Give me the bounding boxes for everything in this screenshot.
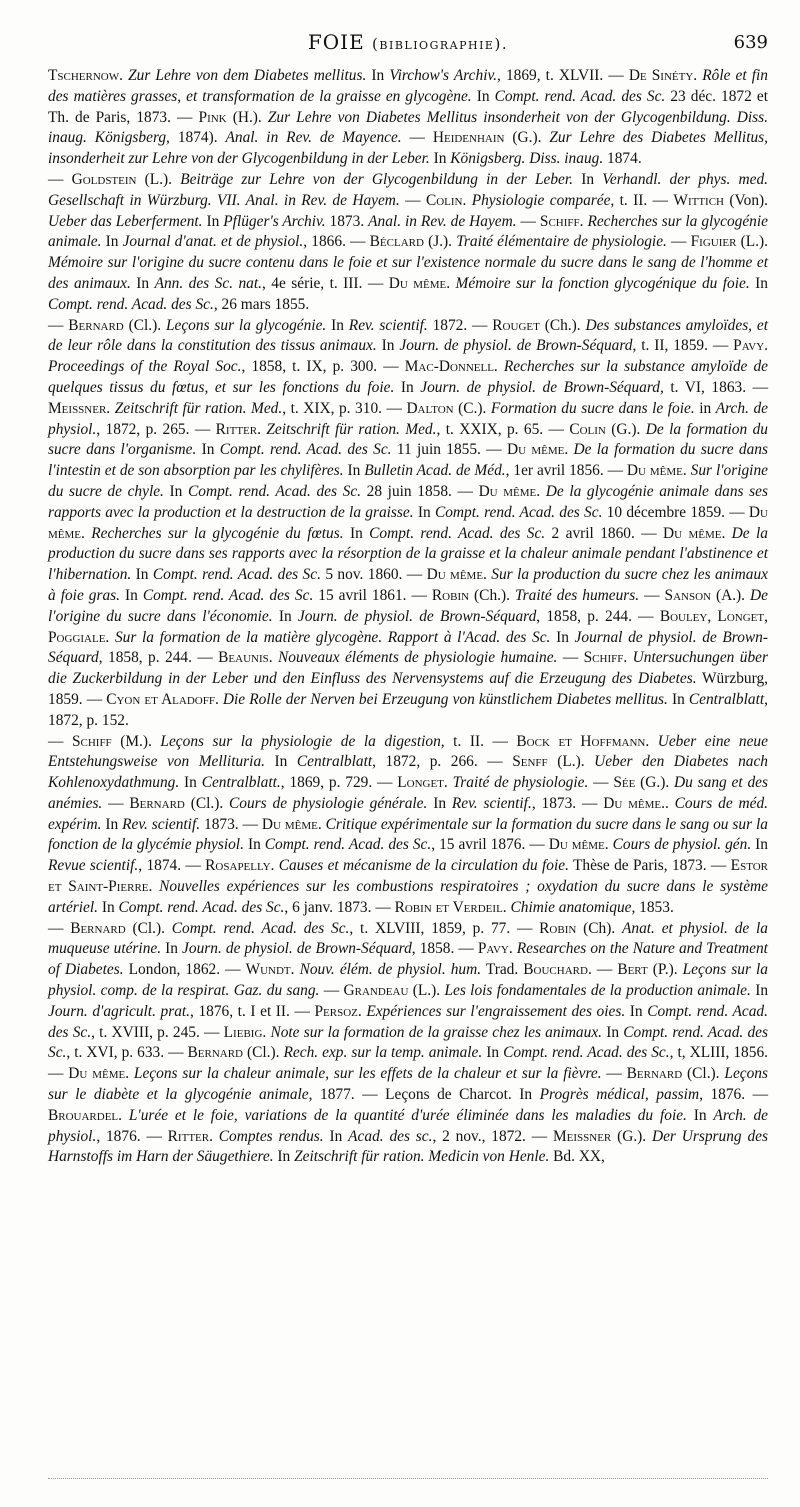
- citation-text: —: [591, 961, 618, 979]
- bibliography-paragraph: [48, 316, 768, 732]
- citation-title: Ueber den Diabetes nach Kohlenoxydathmung.: [48, 753, 768, 792]
- citation-title: Journ. de physiol. de Brown-Séquard: [399, 337, 633, 355]
- citation-text: (A.).: [710, 586, 751, 604]
- citation-text: , 1869, p. 729. —: [280, 774, 398, 792]
- citation-text: —: [557, 649, 584, 667]
- author-name: Meissner.: [48, 399, 111, 417]
- citation-text: In: [101, 233, 123, 251]
- citation-title: Nouvelles expériences sur les combustions respiratoires ; oxydation du sucre dans le système artériel.: [48, 878, 768, 916]
- bibliography-text: [48, 66, 768, 1168]
- author-name: Schiff.: [539, 212, 584, 230]
- citation-text: In: [120, 586, 143, 604]
- citation-text: , t. XXIX, p. 65. —: [436, 420, 570, 438]
- citation-text: (Cl.).: [125, 919, 172, 937]
- citation-text: In: [130, 274, 155, 292]
- citation-text: (M.).: [111, 732, 161, 750]
- citation-title: L'urée et le foie, variations de la quantité d'urée éliminée dans les maladies du foie.: [122, 1106, 687, 1124]
- citation-text: , 1872, p. 152.: [48, 690, 768, 729]
- author-name: Du même.: [388, 274, 451, 292]
- author-name: Pavy.: [733, 337, 768, 355]
- page-number: 639: [733, 32, 768, 53]
- author-name: Robin et Verdeil.: [394, 898, 507, 916]
- citation-text: London, 1862. —: [123, 961, 246, 979]
- citation-title: Acad. des sc.: [348, 1127, 433, 1145]
- citation-title: Expériences sur l'engraissement des oies.: [361, 1002, 626, 1020]
- footer-rule: [48, 1478, 768, 1479]
- citation-title: Zeitschrift für ration. Medicin von Henle.: [294, 1148, 550, 1166]
- citation-text: —: [401, 129, 433, 147]
- bibliography-paragraph: [48, 170, 768, 316]
- citation-title: Des substances amyloïdes, et de leur rôle dans la constitution des tissus animaux.: [48, 316, 768, 355]
- author-name: Longet.: [397, 774, 448, 792]
- citation-title: Compt. rend. Acad. des Sc.: [152, 566, 321, 584]
- citation-text: , 1872, p. 266. —: [372, 753, 513, 771]
- running-title: [48, 30, 768, 54]
- citation-text: (Cl.).: [243, 1044, 284, 1062]
- citation-text: , 1872, p. 265. —: [96, 420, 216, 438]
- author-name: Wundt.: [245, 961, 295, 979]
- citation-title: Journ. de physiol. de Brown-Séquard: [182, 940, 412, 958]
- citation-title: Les lois fondamentales de la production animale.: [444, 982, 751, 1000]
- citation-title: Journal de physiol. de Brown-Séquard: [48, 628, 768, 667]
- citation-text: In: [98, 898, 119, 916]
- citation-text: In: [667, 690, 689, 708]
- citation-text: (L.).: [136, 170, 181, 188]
- author-name: Robin: [431, 586, 470, 604]
- citation-text: In: [161, 940, 183, 958]
- citation-title: Anat. et physiol. de la muqueuse utérine.: [48, 919, 768, 958]
- citation-title: Untersuchungen über die Zuckerbildung in der Leber und den Einfluss des Nervensystems auf die Erzeugung des Diabetes.: [48, 649, 768, 688]
- citation-text: In: [202, 212, 224, 230]
- citation-text: —: [639, 586, 665, 604]
- citation-text: In: [482, 1044, 504, 1062]
- citation-title: Compt. rend. Acad. des Sc.: [369, 524, 546, 542]
- citation-text: , t. XVIII, p. 245. —: [91, 1023, 224, 1041]
- citation-text: t. II. —: [444, 732, 517, 750]
- author-name: Pavy.: [477, 940, 513, 958]
- citation-text: , 1866. —: [303, 233, 370, 251]
- author-name: De Sinéty.: [628, 67, 698, 84]
- citation-text: (J.).: [423, 233, 457, 251]
- section-subtitle: (bibliographie).: [372, 35, 509, 53]
- citation-title: Journ. de physiol. de Brown-Séquard,: [420, 378, 664, 396]
- author-name: Mac-Donnell.: [404, 358, 498, 376]
- citation-title: Formation du sucre dans le foie.: [490, 399, 695, 417]
- citation-title: Comptes rendus.: [212, 1127, 324, 1145]
- citation-text: —: [399, 191, 426, 209]
- citation-title: Compt. rend. Acad. des Sc.: [264, 836, 432, 854]
- citation-title: Sur la formation de la matière glycogène. Rapport à l'Acad. des Sc.: [109, 628, 551, 646]
- citation-title: Ueber eine neue Entstehungsweise von Mellituria.: [48, 732, 768, 771]
- citation-title: Cours de physiol. gén.: [608, 836, 752, 854]
- citation-text: , 1869, t. XLVII. —: [497, 67, 629, 84]
- citation-text: , t. XLVIII, 1859, p. 77. —: [349, 919, 540, 937]
- citation-text: (L.).: [736, 233, 768, 251]
- citation-text: —: [588, 774, 614, 792]
- citation-text: t. VI, 1863. —: [663, 378, 769, 396]
- citation-text: In: [273, 1148, 295, 1166]
- citation-title: Note sur la formation de la graisse chez les animaux.: [266, 1023, 603, 1041]
- citation-text: 1853.: [635, 898, 674, 916]
- citation-title: Anal. in Rev. de Mayence.: [225, 129, 402, 147]
- author-name: Du même.: [506, 441, 569, 459]
- citation-title: Researches on the Nature and Treatment of Diabetes.: [48, 940, 768, 979]
- citation-text: (H.).: [226, 108, 268, 126]
- citation-text: 1873. —: [200, 815, 262, 833]
- citation-text: (G.).: [504, 129, 550, 147]
- citation-title: Zeitschrift für ration. Med.: [110, 399, 283, 417]
- citation-text: (Ch.).: [469, 586, 515, 604]
- citation-title: Zur Lehre von dem Diabetes mellitus.: [122, 67, 367, 84]
- author-name: Béclard: [369, 233, 424, 251]
- citation-text: 1874.: [603, 150, 642, 168]
- author-name: Robin: [539, 919, 577, 937]
- citation-text: 23 déc. 1872 et Th. de Paris, 1873. —: [48, 87, 768, 126]
- citation-text: —: [48, 732, 72, 750]
- citation-text: In: [196, 441, 220, 459]
- citation-title: Compt. rend. Acad. des Sc.: [503, 1044, 670, 1062]
- citation-title: De la production du sucre dans ses rapports avec la résorption de la graisse et la chaleur animale pendant l'abstinence et l'hibernation.: [48, 524, 768, 584]
- author-name: Du même.: [603, 794, 665, 812]
- citation-title: Traité élémentaire de physiologie.: [456, 233, 667, 251]
- bibliography-paragraph: [48, 66, 768, 170]
- citation-text: In: [602, 1023, 624, 1041]
- citation-text: 10 décembre 1859. —: [602, 503, 749, 521]
- citation-title: Rôle et fin des matières grasses, et transformation de la graisse en glycogène.: [48, 67, 768, 105]
- citation-text: In: [343, 524, 370, 542]
- author-name: Du même.: [426, 566, 487, 584]
- citation-text: , 1876. —: [96, 1127, 168, 1145]
- citation-text: 1874).: [169, 129, 226, 147]
- citation-title: De l'origine du sucre dans l'économie.: [48, 586, 768, 625]
- citation-text: In: [272, 607, 298, 625]
- citation-text: , 1858, p. 244. —: [536, 607, 660, 625]
- citation-text: In: [427, 794, 452, 812]
- citation-text: Bd. XX,: [549, 1148, 605, 1166]
- citation-title: Compt. rend. Acad. des Sc.: [188, 482, 362, 500]
- citation-text: —: [48, 316, 69, 334]
- author-name: Persoz.: [314, 1002, 362, 1020]
- author-name: Ritter.: [167, 1127, 213, 1145]
- citation-text: —: [666, 233, 691, 251]
- citation-title: Leçons sur la glycogénie.: [165, 316, 327, 334]
- citation-title: Virchow's Archiv.: [389, 67, 498, 84]
- author-name: Goldstein: [71, 170, 137, 188]
- citation-title: Cours de méd. expérim.: [48, 794, 768, 833]
- citation-title: Nouv. élém. de physiol. hum.: [294, 961, 482, 979]
- citation-text: In: [179, 774, 202, 792]
- author-name: Bouley, Longet, Poggiale.: [48, 607, 768, 646]
- citation-text: , 15 avril 1876. —: [431, 836, 549, 854]
- author-name: Heidenhain: [432, 129, 505, 147]
- author-name: Beaunis.: [218, 649, 273, 667]
- citation-text: (Ch).: [576, 919, 622, 937]
- citation-title: Rech. exp. sur la temp. animale.: [283, 1044, 483, 1062]
- citation-title: Arch. de physiol.: [48, 1106, 768, 1145]
- citation-title: Nouveaux éléments de physiologie humaine.: [272, 649, 558, 667]
- citation-text: In: [471, 87, 495, 105]
- citation-title: Der Ursprung des Harnstoffs im Harn der Säugethiere.: [48, 1127, 768, 1166]
- citation-text: In: [394, 378, 421, 396]
- citation-title: Sur l'origine du sucre de chyle.: [48, 462, 768, 500]
- citation-text: (G.).: [635, 774, 675, 792]
- citation-text: , 1873. —: [531, 794, 604, 812]
- citation-text: 2 avril 1860. —: [545, 524, 663, 542]
- citation-title: Compt. rend. Acad. des Sc.: [171, 919, 350, 937]
- citation-title: Centralblatt: [296, 753, 373, 771]
- citation-text: (G.).: [605, 420, 646, 438]
- citation-text: , 1858, p. 244. —: [98, 649, 219, 667]
- author-name: Colin: [569, 420, 606, 438]
- author-name: Estor et Saint-Pierre.: [48, 857, 768, 896]
- author-name: Du même.: [48, 503, 768, 542]
- citation-text: —: [48, 919, 71, 937]
- citation-text: (L.).: [547, 753, 595, 771]
- citation-title: Cours de physiologie générale.: [229, 794, 428, 812]
- author-name: Rouget: [492, 316, 540, 334]
- author-name: Schiff: [71, 732, 112, 750]
- citation-text: In: [101, 815, 123, 833]
- citation-title: Physiologie comparée,: [466, 191, 615, 209]
- citation-text: Würzburg, 1859. —: [48, 670, 768, 708]
- citation-text: , 1er avril 1856. —: [505, 462, 627, 480]
- author-name: Sanson: [664, 586, 711, 604]
- author-name: Du même.: [548, 836, 609, 854]
- citation-text: , 1874. —: [138, 857, 206, 875]
- citation-text: (Cl.).: [123, 316, 166, 334]
- author-name: Du même.: [626, 462, 687, 480]
- citation-text: , 4e série, t. III. —: [261, 274, 389, 292]
- author-name: Colin.: [425, 191, 467, 209]
- citation-title: Rev. scientif.: [348, 316, 428, 334]
- citation-title: Sur la production du sucre chez les animaux à foie gras.: [48, 566, 768, 604]
- author-name: Bouchard.: [523, 961, 592, 979]
- citation-title: Mémoire sur l'origine du sucre contenu dans le foie et sur l'existence normale du sucre dans le sang de l'homme et des animaux.: [48, 254, 768, 292]
- citation-title: Compt. rend. Acad. des Sc.: [48, 295, 214, 313]
- citation-text: In: [573, 170, 603, 188]
- author-name: Bernard: [626, 1065, 683, 1083]
- author-name: Cyon et Aladoff.: [106, 690, 219, 708]
- citation-title: Leçons sur la chaleur animale, sur les effets de la chaleur et sur la fièvre.: [129, 1065, 602, 1083]
- citation-text: In: [749, 274, 768, 292]
- author-name: Ritter.: [215, 420, 261, 438]
- citation-text: In: [429, 150, 451, 168]
- author-name: Figuier: [690, 233, 737, 251]
- bibliography-paragraph: [48, 919, 768, 1169]
- citation-title: Recherches sur la substance amyloïde de quelques tissus du fœtus, et sur les fonctions du foie.: [48, 358, 768, 396]
- author-name: Liebig.: [223, 1023, 267, 1041]
- citation-text: , t. II, 1859. —: [632, 337, 734, 355]
- author-name: Brouardel.: [48, 1106, 123, 1124]
- author-name: Sée: [613, 774, 636, 792]
- citation-title: De la formation du sucre dans l'intestin et de son absorption par les chylifères.: [48, 441, 768, 480]
- citation-title: Recherches sur la glycogénie du fœtus.: [84, 524, 344, 542]
- citation-title: Compt. rend. Acad. des Sc.: [494, 87, 666, 105]
- citation-text: Trad.: [481, 961, 524, 979]
- citation-title: Compt. rend. Acad. des Sc.: [142, 586, 314, 604]
- citation-title: Critique expérimentale sur la formation du sucre dans le sang ou sur la fonction de la glycémie physiol.: [48, 815, 768, 854]
- citation-text: , t, XLIII, 1856. —: [48, 1044, 768, 1083]
- citation-text: In: [550, 628, 575, 646]
- citation-title: Recherches sur la glycogénie animale.: [48, 212, 768, 251]
- citation-title: Du sang et des anémies.: [48, 774, 768, 812]
- citation-title: Traité des humeurs.: [514, 586, 640, 604]
- citation-text: In: [343, 462, 365, 480]
- citation-title: Progrès médical, passim,: [539, 1086, 703, 1104]
- citation-text: , 6 janv. 1873. —: [284, 898, 395, 916]
- author-name: Bernard: [129, 794, 185, 812]
- citation-title: Arch. de physiol.: [48, 399, 768, 438]
- running-head: [48, 30, 768, 58]
- citation-text: In: [686, 1106, 714, 1124]
- citation-text: 1876. —: [702, 1086, 769, 1104]
- citation-title: Causes et mécanisme de la circulation du foie.: [274, 857, 569, 875]
- citation-text: in: [694, 399, 716, 417]
- citation-text: In: [750, 982, 769, 1000]
- citation-title: Leçons sur le diabète et la glycogénie animale,: [48, 1065, 768, 1104]
- author-name: Senff: [512, 753, 548, 771]
- bibliography-paragraph: [48, 732, 768, 919]
- citation-text: In: [326, 316, 349, 334]
- citation-text: (Cl.).: [682, 1065, 725, 1083]
- citation-text: —: [102, 794, 130, 812]
- citation-title: Traité de physiologie.: [447, 774, 589, 792]
- author-name: Bernard: [70, 919, 126, 937]
- citation-text: 28 juin 1858. —: [361, 482, 479, 500]
- citation-text: In: [751, 836, 768, 854]
- citation-title: Leçons sur la physiol. comp. de la respirat. Gaz. du sang.: [48, 961, 768, 1000]
- citation-title: Rev. scientif.: [451, 794, 532, 812]
- citation-title: Journal d'anat. et de physiol.: [122, 233, 304, 251]
- author-name: Rosapelly.: [205, 857, 275, 875]
- author-name: Du même.: [68, 1065, 130, 1083]
- citation-text: , 26 mars 1855.: [213, 295, 310, 313]
- author-name: Bernard: [187, 1044, 243, 1062]
- citation-title: Journ. de physiol. de Brown-Séquard: [297, 607, 537, 625]
- citation-text: (P.).: [647, 961, 683, 979]
- citation-title: Proceedings of the Royal Soc.: [48, 358, 242, 376]
- citation-text: (Von).: [724, 191, 768, 209]
- citation-title: Compt. rend. Acad. des Sc.: [48, 1002, 768, 1041]
- citation-text: 5 nov. 1860. —: [320, 566, 427, 584]
- citation-text: In: [265, 753, 297, 771]
- citation-text: (C.).: [453, 399, 491, 417]
- citation-text: , 2 nov., 1872. —: [432, 1127, 553, 1145]
- author-name: Du même.: [478, 482, 541, 500]
- citation-title: Compt. rend. Acad. des Sc.: [48, 1023, 768, 1062]
- citation-text: t. II. —: [614, 191, 674, 209]
- section-title: FOIE: [307, 30, 365, 54]
- citation-text: .: [664, 794, 675, 812]
- citation-text: , t. XIX, p. 310. —: [282, 399, 407, 417]
- author-name: Du même.: [663, 524, 726, 542]
- author-name: Meissner: [552, 1127, 612, 1145]
- citation-title: Compt. rend. Acad. des Sc.: [219, 441, 392, 459]
- citation-title: Leçons sur la physiologie de la digestion,: [160, 732, 445, 750]
- citation-text: 15 avril 1861. —: [313, 586, 432, 604]
- citation-text: —: [516, 212, 540, 230]
- citation-title: Compt. rend. Acad. des Sc.: [118, 898, 285, 916]
- citation-text: In: [243, 836, 265, 854]
- citation-title: Zeitschrift für ration. Med.: [260, 420, 437, 438]
- citation-title: De la formation du sucre dans l'organisme.: [48, 420, 768, 459]
- citation-title: Anal. in Rev. de Hayem.: [368, 212, 517, 230]
- author-name: Schiff.: [583, 649, 628, 667]
- author-name: Pink: [198, 108, 227, 126]
- citation-title: Revue scientif.: [48, 857, 139, 875]
- author-name: Dalton: [406, 399, 454, 417]
- citation-title: Zur Lehre des Diabetes Mellitus, insonderheit zur Lehre von der Glycogenbildung in der Leber.: [48, 129, 769, 168]
- citation-text: 1873.: [325, 212, 369, 230]
- author-name: Wittich: [673, 191, 724, 209]
- citation-text: In: [366, 67, 390, 84]
- citation-title: Bulletin Acad. de Méd.: [364, 462, 506, 480]
- citation-text: In: [413, 503, 435, 521]
- citation-text: 1877. — Leçons de Charcot. In: [312, 1086, 540, 1104]
- citation-title: Mémoire sur la fonction glycogénique du foie.: [450, 274, 750, 292]
- citation-text: (L.).: [408, 982, 445, 1000]
- author-name: Bert: [617, 961, 648, 979]
- author-name: Bernard: [68, 316, 124, 334]
- citation-text: In: [625, 1002, 648, 1020]
- citation-title: Ann. des Sc. nat.: [154, 274, 262, 292]
- citation-text: (Ch.).: [539, 316, 586, 334]
- citation-text: 11 juin 1855. —: [391, 441, 507, 459]
- citation-title: Pflüger's Archiv.: [223, 212, 326, 230]
- citation-text: In: [131, 566, 153, 584]
- author-name: Tschernow.: [48, 67, 123, 84]
- citation-text: In: [323, 1127, 349, 1145]
- citation-text: (G.).: [611, 1127, 652, 1145]
- citation-text: (Cl.).: [184, 794, 230, 812]
- citation-title: Compt. rend. Acad. des Sc.: [434, 503, 603, 521]
- author-name: Bock et Hoffmann.: [516, 732, 650, 750]
- citation-title: Verhandl. der phys. med. Gesellschaft in Würzburg. VII. Anal. in Rev. de Hayem.: [48, 170, 768, 209]
- citation-text: In: [163, 482, 188, 500]
- citation-text: In: [376, 337, 400, 355]
- citation-text: , t. XVI, p. 633. —: [66, 1044, 188, 1062]
- author-name: Grandeau: [343, 982, 409, 1000]
- citation-title: Königsberg. Diss. inaug.: [450, 150, 604, 168]
- author-name: Du même.: [261, 815, 322, 833]
- citation-title: Chimie anatomique,: [506, 898, 636, 916]
- citation-text: —: [601, 1065, 627, 1083]
- citation-text: , 1858, t. IX, p. 300. —: [241, 358, 405, 376]
- citation-title: Ueber das Leberferment.: [48, 212, 203, 230]
- citation-text: —: [48, 170, 72, 188]
- citation-text: 1872. —: [427, 316, 493, 334]
- citation-title: Beiträge zur Lehre von der Glycogenbildung in der Leber.: [180, 170, 574, 188]
- citation-text: , 1858. —: [411, 940, 478, 958]
- citation-title: Centralblatt: [688, 690, 765, 708]
- citation-title: Centralblatt.: [201, 774, 281, 792]
- citation-text: , 1876, t. I et II. —: [190, 1002, 315, 1020]
- citation-text: Thèse de Paris, 1873. —: [568, 857, 731, 875]
- citation-title: Die Rolle der Nerven bei Erzeugung von künstlichem Diabetes mellitus.: [218, 690, 668, 708]
- citation-title: De la glycogénie animale dans ses rapports avec la production et la destruction de la graisse.: [48, 482, 768, 521]
- citation-title: Zur Lehre von Diabetes Mellitus insonderheit von der Glycogenbildung. Diss. inaug. Königsberg,: [48, 108, 768, 147]
- citation-text: —: [319, 982, 344, 1000]
- citation-title: Rev. scientif.: [122, 815, 201, 833]
- citation-title: Journ. d'agricult. prat.: [48, 1002, 191, 1020]
